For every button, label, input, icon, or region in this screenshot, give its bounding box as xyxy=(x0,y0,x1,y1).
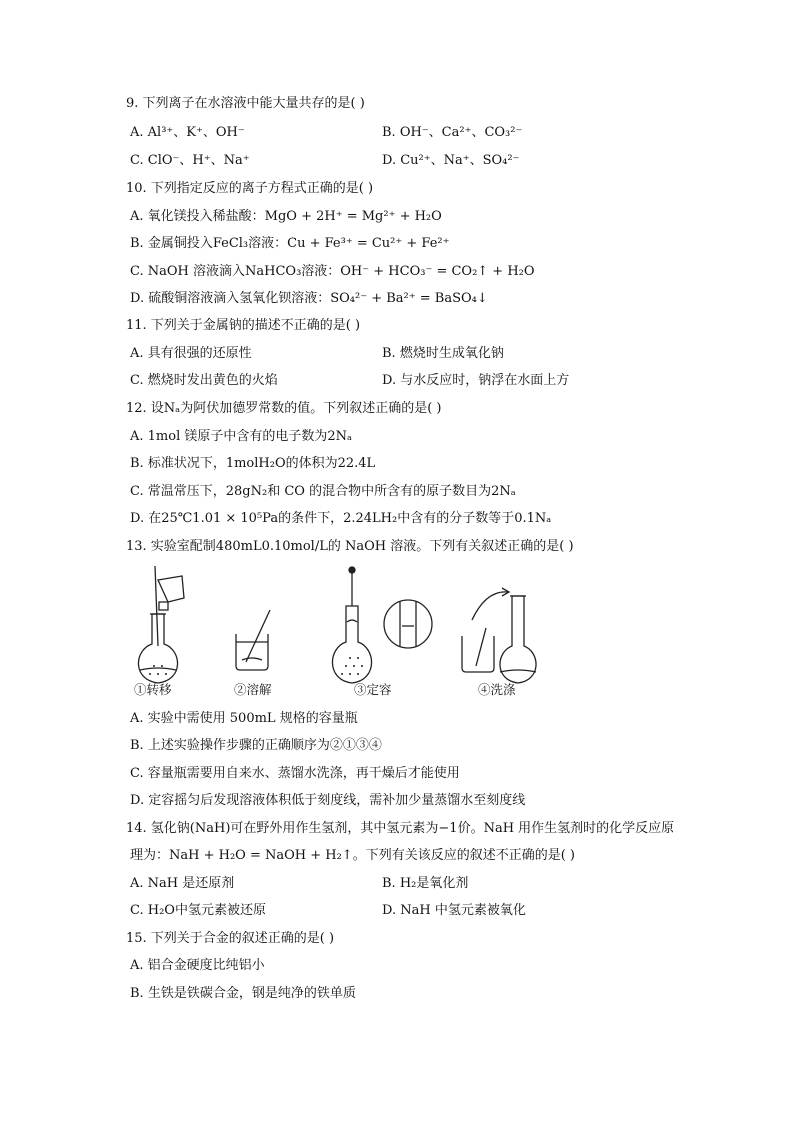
question-12-option-c: C. 常温常压下，28gN₂和 CO 的混合物中所含有的原子数目为2Nₐ xyxy=(130,484,516,499)
question-13-option-c: C. 容量瓶需要用自来水、蒸馏水洗涤，再干燥后才能使用 xyxy=(130,766,460,781)
question-10-stem: 10. 下列指定反应的离子方程式正确的是( ) xyxy=(126,181,374,196)
question-9-option-d: D. Cu²⁺、Na⁺、SO₄²⁻ xyxy=(382,153,520,168)
question-10-option-c: C. NaOH 溶液滴入NaHCO₃溶液：OH⁻ + HCO₃⁻ = CO₂↑ + H₂O xyxy=(130,264,535,279)
question-12-option-a: A. 1mol 镁原子中含有的电子数为2Nₐ xyxy=(130,429,353,444)
question-10-option-d: D. 硫酸铜溶液滴入氢氧化钡溶液：SO₄²⁻ + Ba²⁺ = BaSO₄↓ xyxy=(130,291,488,306)
beaker-icon xyxy=(236,634,268,670)
question-11-option-b: B. 燃烧时生成氧化钠 xyxy=(382,346,504,361)
question-12-option-b: B. 标准状况下，1molH₂O的体积为22.4L xyxy=(130,456,376,471)
question-15-stem: 15. 下列关于合金的叙述正确的是( ) xyxy=(126,931,335,946)
question-15-option-b: B. 生铁是铁碳合金，钢是纯净的铁单质 xyxy=(130,986,356,1001)
question-9-option-a: A. Al³⁺、K⁺、OH⁻ xyxy=(130,125,245,140)
question-14-stem: 14. 氢化钠(NaH)可在野外用作生氢剂，其中氢元素为−1价。NaH 用作生氢剂时的化学反应原 xyxy=(126,821,675,836)
question-10-option-b: B. 金属铜投入FeCl₃溶液：Cu + Fe³⁺ = Cu²⁺ + Fe²⁺ xyxy=(130,236,450,251)
question-14-option-b: B. H₂是氧化剂 xyxy=(382,876,469,891)
question-14-option-a: A. NaH 是还原剂 xyxy=(130,876,235,891)
question-13-option-b: B. 上述实验操作步骤的正确顺序为②①③④ xyxy=(130,738,382,753)
question-9-option-c: C. ClO⁻、H⁺、Na⁺ xyxy=(130,153,250,168)
beaker-icon xyxy=(462,636,494,672)
beaker-icon xyxy=(158,576,184,602)
question-13-stem: 13. 实验室配制480mL0.10mol/L的 NaOH 溶液。下列有关叙述正确的是( ) xyxy=(126,539,574,554)
glass-rod-icon xyxy=(155,566,158,646)
volumetric-flask-icon xyxy=(138,614,177,683)
question-10-option-a: A. 氧化镁投入稀盐酸：MgO + 2H⁺ = Mg²⁺ + H₂O xyxy=(130,209,442,224)
question-11-option-c: C. 燃烧时发出黄色的火焰 xyxy=(130,373,278,388)
question-11-option-d: D. 与水反应时，钠浮在水面上方 xyxy=(382,373,570,388)
question-9-stem: 9. 下列离子在水溶液中能大量共存的是( ) xyxy=(126,96,365,111)
figure-caption-2: ②溶解 xyxy=(234,682,272,697)
question-14-stem-continued: 理为：NaH + H₂O = NaOH + H₂↑。下列有关该反应的叙述不正确的是( ) xyxy=(130,848,575,863)
lab-procedure-figures xyxy=(128,562,558,702)
figure-caption-4: ④洗涤 xyxy=(478,682,516,697)
glass-rod-icon xyxy=(476,628,486,666)
question-14-option-d: D. NaH 中氢元素被氧化 xyxy=(382,903,526,918)
question-12-option-d: D. 在25℃1.01 × 10⁵Pa的条件下，2.24LH₂中含有的分子数等于0.1Nₐ xyxy=(130,511,552,526)
question-9-option-b: B. OH⁻、Ca²⁺、CO₃²⁻ xyxy=(382,125,523,140)
figure-caption-1: ①转移 xyxy=(134,682,172,697)
stirring-rod-icon xyxy=(246,610,270,662)
magnified-view-icon xyxy=(384,600,432,648)
question-11-stem: 11. 下列关于金属钠的描述不正确的是( ) xyxy=(126,318,361,333)
question-14-option-c: C. H₂O中氢元素被还原 xyxy=(130,903,266,918)
question-13-option-a: A. 实验中需使用 500mL 规格的容量瓶 xyxy=(130,711,358,726)
question-13-option-d: D. 定容摇匀后发现溶液体积低于刻度线，需补加少量蒸馏水至刻度线 xyxy=(130,793,526,808)
figure-caption-3: ③定容 xyxy=(354,682,392,697)
volumetric-flask-icon xyxy=(332,606,371,683)
question-12-stem: 12. 设Nₐ为阿伏加德罗常数的值。下列叙述正确的是( ) xyxy=(126,401,442,416)
question-11-option-a: A. 具有很强的还原性 xyxy=(130,346,252,361)
question-15-option-a: A. 铝合金硬度比纯铝小 xyxy=(130,958,265,973)
